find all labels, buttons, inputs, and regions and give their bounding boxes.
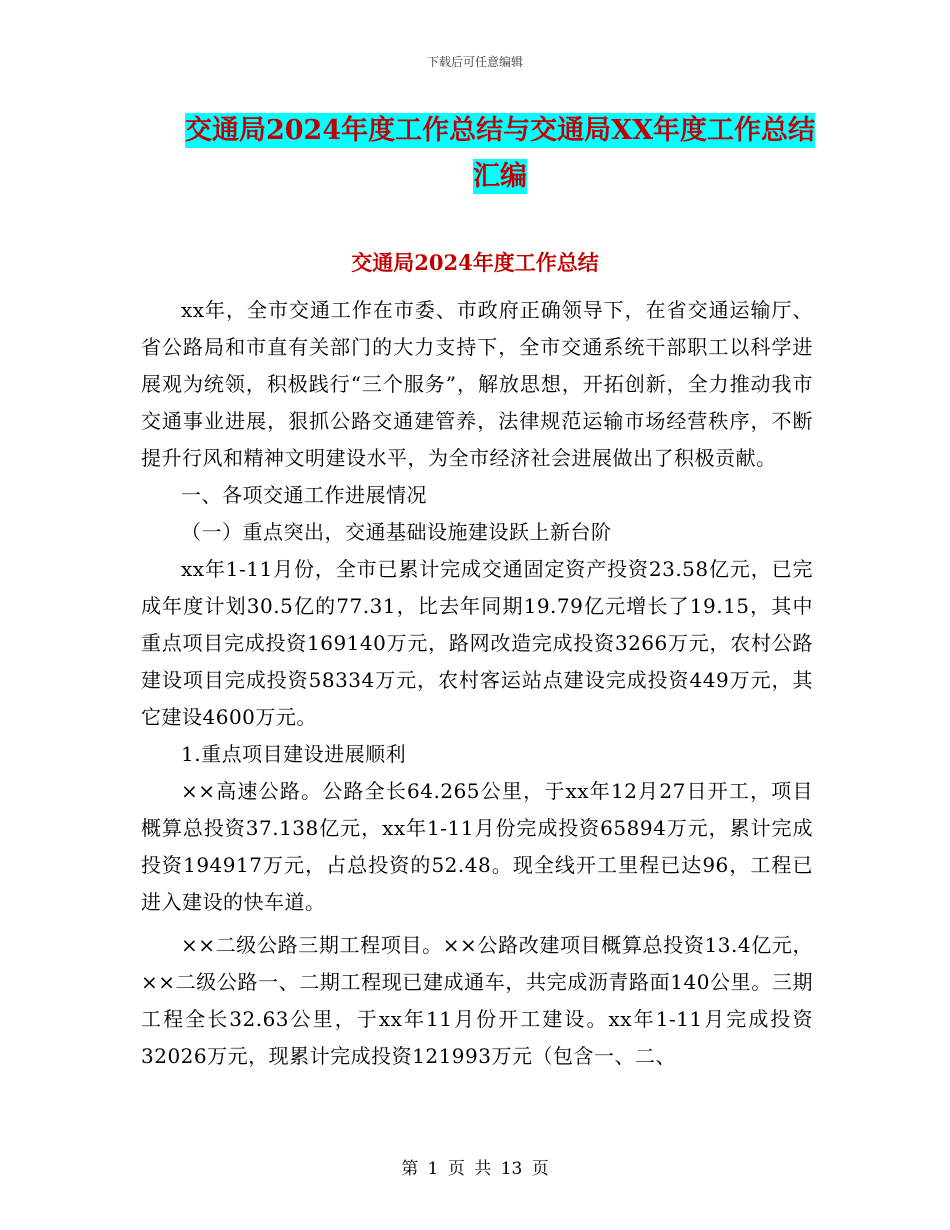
paragraph-investment: xx年1-11月份，全市已累计完成交通固定资产投资23.58亿元，已完成年度计划30.5亿的77.31，比去年同期19.79亿元增长了19.15，其中重点项目完成投资169140万元，路网改造完成投资3266万元，农村公路建设项目完成投资58334万元，农村客运站点建设完成投资449万元，其它建设4600万元。 [141,557,813,729]
paragraph-intro: xx年，全市交通工作在市委、市政府正确领导下，在省交通运输厅、省公路局和市直有关部门的大力支持下，全市交通系统干部职工以科学进展观为统领，积极践行“三个服务”，解放思想，开拓创新，全力推动我市交通事业进展，狠抓公路交通建管养，法律规范运输市场经营秩序，不断提升行风和精神文明建设水平，为全市经济社会进展做出了积极贡献。 [141,298,813,470]
header-note: 下载后可任意编辑 [426,55,523,69]
title-line-1: 交通局2024年度工作总结与交通局XX年度工作总结 [184,115,816,146]
section-title: 交通局2024年度工作总结 [351,250,599,275]
document-body [141,292,813,1075]
heading-section-1: 一、各项交通工作进展情况 [181,483,427,507]
title-line-2: 汇编 [473,161,527,192]
paragraph-secondary-road: ××二级公路三期工程项目。××公路改建项目概算总投资13.4亿元，××二级公路一、二期工程现已建成通车，共完成沥青路面140公里。三期工程全长32.63公里，于xx年11月份开工建设。xx年1-11月完成投资32026万元，现累计完成投资121993万元（包含一、二、 [141,933,813,1068]
heading-item-1: 1.重点项目建设进展顺利 [181,742,407,766]
heading-subsection-1: （一）重点突出，交通基础设施建设跃上新台阶 [181,520,612,544]
page-number: 第 1 页 共 13 页 [401,1159,549,1179]
paragraph-expressway: ××高速公路。公路全长64.265公里，于xx年12月27日开工，项目概算总投资37.138亿元，xx年1-11月份完成投资65894万元，累计完成投资194917万元，占总投资的52.48。现全线开工里程已达96，工程已进入建设的快车道。 [141,779,813,914]
document-title [150,108,850,200]
